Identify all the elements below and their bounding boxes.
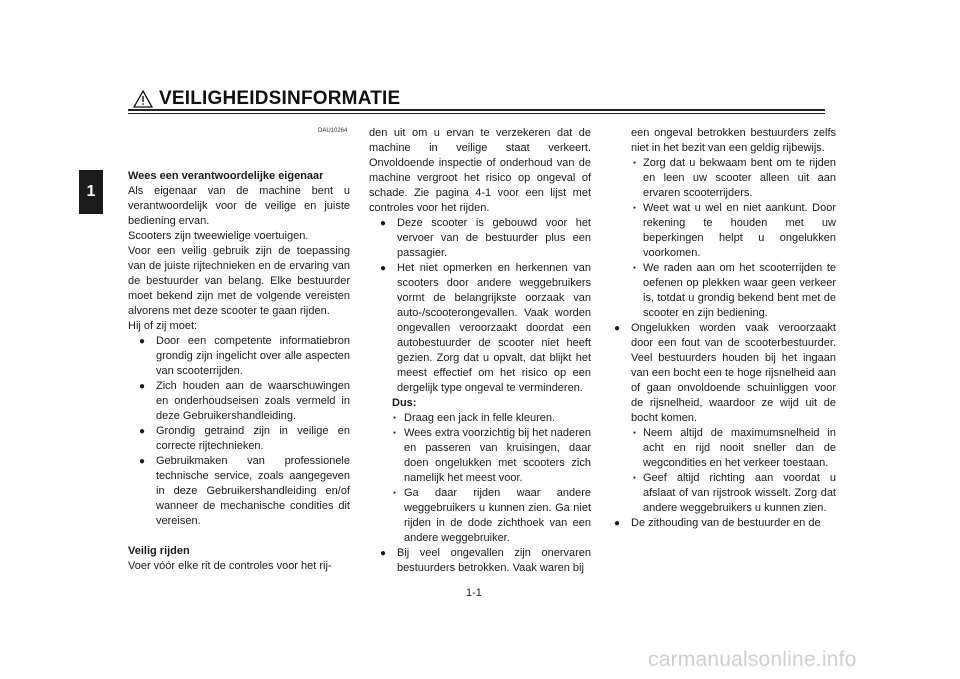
paragraph: een ongeval betrokken bestuurders zelfs niet in het bezit van een geldig rijbewijs.: [631, 127, 836, 154]
sub-bullet-item: ● Zorg dat u bekwaam bent om te rijden en leen uw scooter alleen uit aan ervaren scooterrijders.: [614, 156, 836, 201]
paragraph: Scooters zijn tweewielige voertuigen.: [128, 230, 309, 242]
bullet-item: ● Zich houden aan de waarschuwingen en onderhoudseisen zoals vermeld in deze Gebruikershandleiding.: [128, 379, 350, 424]
page-number: 1-1: [466, 587, 482, 599]
paragraph: Voor een veilig gebruik zijn de toepassing van de juiste rijtechnieken en de ervaring van de bestuurder van belang. Elke bestuurder moet bekend zijn met de volgende vereisten alvorens met deze scooter te gaan rijden.: [128, 245, 350, 317]
sub-bullet-item: ● Geef altijd richting aan voordat u afslaat of van rijstrook wisselt. Zorg dat andere weggebruikers u kunnen zien.: [614, 471, 836, 516]
bullet-item: ● Bij veel ongevallen zijn onervaren bestuurders betrokken. Vaak waren bij: [369, 546, 591, 576]
column-1: [128, 169, 350, 574]
document-code: DAU10264: [318, 128, 348, 134]
spacer: [128, 529, 350, 544]
sub-bullet-item: ● Weet wat u wel en niet aankunt. Door rekening te houden met uw beperkingen helpt u ongelukken voorkomen.: [614, 201, 836, 261]
column-2: [369, 126, 591, 576]
header-rule-thin: [128, 113, 825, 114]
section-heading: Veilig rijden: [128, 545, 190, 557]
section-heading: Wees een verantwoordelijke eigenaar: [128, 170, 324, 182]
bullet-item: ● Ongelukken worden vaak veroorzaakt door een fout van de scooterbestuurder. Veel bestuurders houden bij het ingaan van een bocht een te hoge rijsnelheid aan of gaan onvoldoende schuinliggen voor de rijsnelheid, waardoor ze wijd uit de bocht komen.: [614, 321, 836, 426]
warning-triangle-icon: [133, 90, 153, 108]
column-3: [614, 126, 836, 531]
paragraph: Als eigenaar van de machine bent u verantwoordelijk voor de veilige en juiste bediening ervan.: [128, 185, 350, 227]
header-rule: [128, 109, 825, 111]
bullet-item: ● De zithouding van de bestuurder en de: [614, 516, 836, 531]
bullet-item: ● Het niet opmerken en herkennen van scooters door andere weggebruikers vormt de belangrijkste oorzaak van auto-/scooterongevallen. Vaak worden ongevallen veroorzaakt doordat een autobestuurder de scooter niet heeft gezien. Zorg dat u opvalt, dat blijkt het meest effectief om het risico op een dergelijk type ongeval te verminderen.: [369, 261, 591, 396]
bullet-item: ● Grondig getraind zijn in veilige en correcte rijtechnieken.: [128, 424, 350, 454]
watermark-text: carmanualsonline.info: [648, 648, 857, 671]
bullet-item: ● Gebruikmaken van professionele technische service, zoals aangegeven in deze Gebruikershandleiding en/of wanneer de mechanische condities dit vereisen.: [128, 454, 350, 529]
page-title: VEILIGHEIDSINFORMATIE: [159, 88, 401, 109]
paragraph: Hij of zij moet:: [128, 320, 198, 332]
sub-bullet-item: ● Ga daar rijden waar andere weggebruikers u kunnen zien. Ga niet rijden in de dode zichthoek van een andere weggebruiker.: [369, 486, 591, 546]
sub-bullet-item: ● Draag een jack in felle kleuren.: [369, 411, 591, 426]
sub-bullet-item: ● Wees extra voorzichtig bij het naderen en passeren van kruisingen, daar doen ongelukken met scooters zich namelijk het meest voor.: [369, 426, 591, 486]
sub-bullet-item: ● We raden aan om het scooterrijden te oefenen op plekken waar geen verkeer is, totdat u grondig bekend bent met de scooter en zijn bediening.: [614, 261, 836, 321]
sub-bullet-item: ● Neem altijd de maximumsnelheid in acht en rijd nooit sneller dan de wegcondities en het verkeer toestaan.: [614, 426, 836, 471]
paragraph: Voer vóór elke rit de controles voor het rij-: [128, 560, 332, 572]
paragraph: den uit om u ervan te verzekeren dat de machine in veilige staat verkeert. Onvoldoende inspectie of onderhoud van de machine vergroot het risico op ongeval of schade. Zie pagina 4-1 voor een lijst met controles voor het rijden.: [369, 127, 591, 214]
chapter-tab: 1: [79, 170, 103, 214]
bullet-item: ● Deze scooter is gebouwd voor het vervoer van de bestuurder plus een passagier.: [369, 216, 591, 261]
bullet-item: ● Door een competente informatiebron grondig zijn ingelicht over alle aspecten van scooterrijden.: [128, 334, 350, 379]
sub-heading: Dus:: [392, 397, 417, 409]
